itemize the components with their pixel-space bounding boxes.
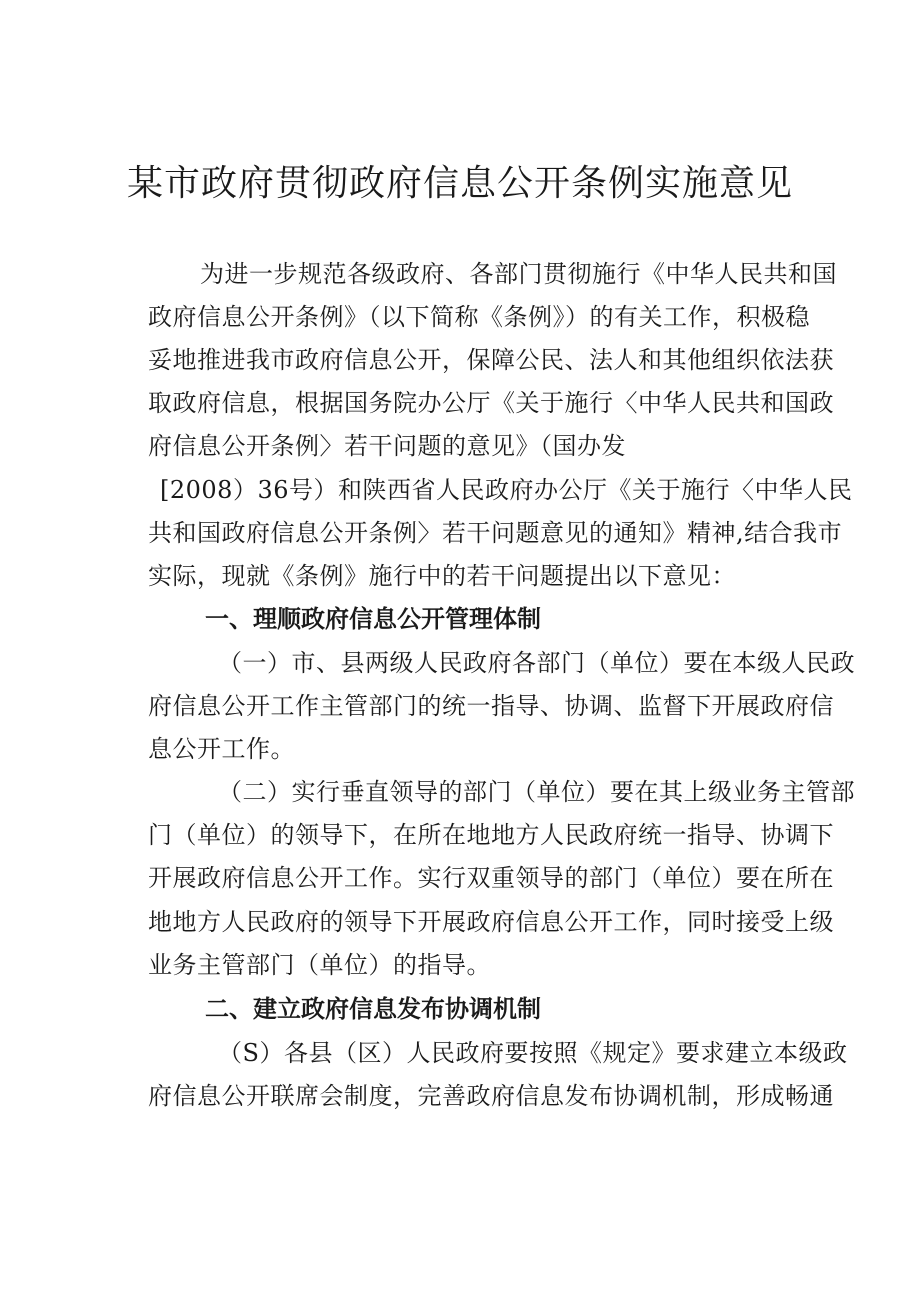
item2-line-3: 开展政府信息公开工作。实行双重领导的部门（单位）要在所在 (148, 864, 834, 892)
intro-line-3: 妥地推进我市政府信息公开，保障公民、法人和其他组织依法获 (148, 346, 834, 374)
item2-line-1: （二）实行垂直领导的部门（单位）要在其上级业务主管部 (218, 778, 855, 806)
item3-line-2: 府信息公开联席会制度，完善政府信息发布协调机制，形成畅通 (148, 1082, 834, 1110)
item1-line-3: 息公开工作。 (148, 735, 295, 763)
intro-line-4: 取政府信息，根据国务院办公厅《关于施行〈中华人民共和国政 (148, 389, 834, 417)
intro-line-2: 政府信息公开条例》（以下简称《条例》）的有关工作，积极稳 (148, 303, 810, 331)
intro-line-1: 为进一步规范各级政府、各部门贯彻施行《中华人民共和国 (200, 260, 837, 288)
item1-line-2: 府信息公开工作主管部门的统一指导、协调、监督下开展政府信 (148, 692, 834, 720)
intro-line-6: [2008）36号）和陕西省人民政府办公厅《关于施行〈中华人民 (160, 476, 853, 504)
document-title: 某市政府贯彻政府信息公开条例实施意见 (126, 163, 793, 204)
item3-line-1: （S）各县（区）人民政府要按照《规定》要求建立本级政 (218, 1039, 848, 1067)
item2-line-4: 地地方人民政府的领导下开展政府信息公开工作，同时接受上级 (148, 908, 834, 936)
intro-line-5: 府信息公开条例〉若干问题的意见》（国办发 (148, 432, 626, 460)
section-heading-1: 一、理顺政府信息公开管理体制 (205, 605, 541, 633)
item2-line-5: 业务主管部门（单位）的指导。 (148, 951, 491, 979)
item1-line-1: （一）市、县两级人民政府各部门（单位）要在本级人民政 (218, 649, 855, 677)
section-heading-2: 二、建立政府信息发布协调机制 (205, 995, 541, 1023)
intro-line-8: 实际，现就《条例》施行中的若干问题提出以下意见： (148, 562, 736, 590)
item2-line-2: 门（单位）的领导下，在所在地地方人民政府统一指导、协调下 (148, 821, 834, 849)
intro-line-7: 共和国政府信息公开条例〉若干问题意见的通知》精神,结合我市 (148, 519, 843, 547)
